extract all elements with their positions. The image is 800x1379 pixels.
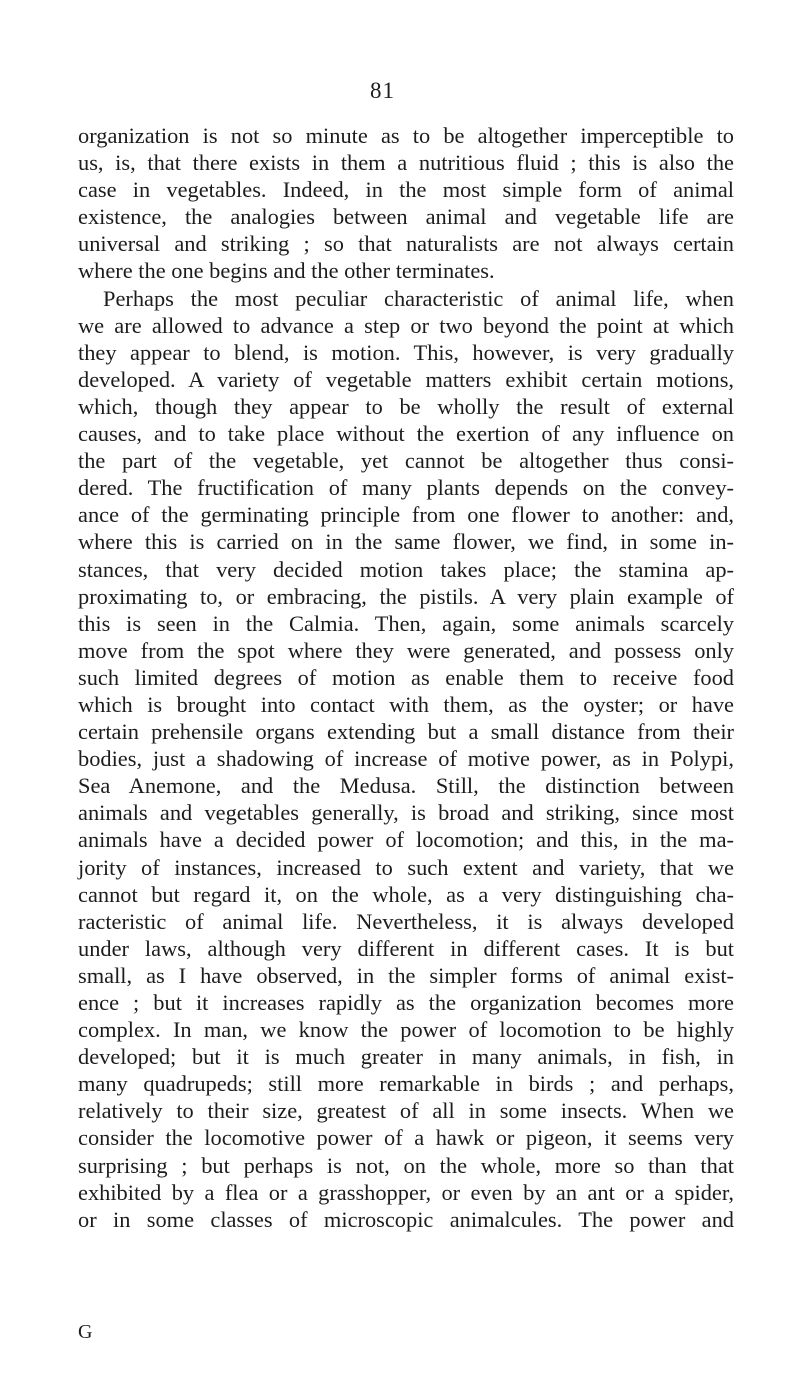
text-line: ence ; but it increases rapidly as the organization becomes more <box>78 990 734 1015</box>
text-line: or in some classes of microscopic animalcules. The power and <box>78 1206 734 1232</box>
text-line: developed; but it is much greater in many animals, in fish, in <box>78 1044 734 1070</box>
text-line: causes, and to take place without the exertion of any influence on <box>78 421 734 447</box>
text-line: consider the locomotive power of a hawk or pigeon, it seems very <box>78 1125 734 1151</box>
text-line: small, as I have observed, in the simpler forms of animal exist- <box>78 962 734 988</box>
text-line: Perhaps the most peculiar characteristic of animal life, when <box>103 285 734 311</box>
text-line: jority of instances, increased to such extent and variety, that we <box>78 854 734 880</box>
text-line: they appear to blend, is motion. This, however, is very gradually <box>78 339 734 365</box>
text-line: surprising ; but perhaps is not, on the whole, more so than that <box>78 1152 734 1178</box>
text-line: animals have a decided power of locomotion; and this, in the ma- <box>78 827 734 853</box>
text-line: under laws, although very different in different cases. It is but <box>78 935 734 961</box>
text-line: many quadrupeds; still more remarkable in birds ; and perhaps, <box>78 1071 734 1097</box>
text-line: case in vegetables. Indeed, in the most simple form of animal <box>78 177 734 203</box>
text-line: universal and striking ; so that naturalists are not always certain <box>78 231 734 257</box>
signature-mark: G <box>78 1321 93 1343</box>
text-line: Sea Anemone, and the Medusa. Still, the distinction between <box>78 773 734 799</box>
page-number: 81 <box>370 78 395 103</box>
text-line: move from the spot where they were generated, and possess only <box>78 637 734 663</box>
text-line: relatively to their size, greatest of all in some insects. When we <box>78 1098 734 1124</box>
text-line: we are allowed to advance a step or two beyond the point at which <box>78 312 734 338</box>
text-line: racteristic of animal life. Nevertheless, it is always developed <box>78 908 734 934</box>
text-line: the part of the vegetable, yet cannot be altogether thus consi- <box>78 448 734 474</box>
text-line: organization is not so minute as to be altogether imperceptible to <box>78 123 734 148</box>
text-line: cannot but regard it, on the whole, as a very distinguishing cha- <box>78 881 734 907</box>
text-line: certain prehensile organs extending but a small distance from their <box>78 719 734 745</box>
text-line: this is seen in the Calmia. Then, again, some animals scarcely <box>78 610 734 636</box>
text-line: ance of the germinating principle from one flower to another: and, <box>78 502 734 528</box>
body-text <box>78 122 734 1233</box>
text-line: developed. A variety of vegetable matters exhibit certain motions, <box>78 366 734 392</box>
text-line: where the one begins and the other terminates. <box>78 258 495 284</box>
text-line: exhibited by a flea or a grasshopper, or even by an ant or a spider, <box>78 1179 734 1205</box>
text-line: dered. The fructification of many plants depends on the convey- <box>78 475 734 501</box>
text-line: which is brought into contact with them, as the oyster; or have <box>78 691 734 717</box>
text-line: such limited degrees of motion as enable them to receive food <box>78 664 734 690</box>
text-line: complex. In man, we know the power of locomotion to be highly <box>78 1017 734 1043</box>
text-line: proximating to, or embracing, the pistils. A very plain example of <box>78 583 734 609</box>
text-line: existence, the analogies between animal and vegetable life are <box>78 204 734 230</box>
text-line: where this is carried on in the same flower, we find, in some in- <box>78 529 734 555</box>
text-line: which, though they appear to be wholly the result of external <box>78 393 734 419</box>
text-line: animals and vegetables generally, is broad and striking, since most <box>78 800 734 826</box>
text-line: us, is, that there exists in them a nutritious fluid ; this is also the <box>78 150 734 176</box>
text-line: stances, that very decided motion takes place; the stamina ap- <box>78 556 734 582</box>
text-line: bodies, just a shadowing of increase of motive power, as in Polypi, <box>78 746 734 772</box>
